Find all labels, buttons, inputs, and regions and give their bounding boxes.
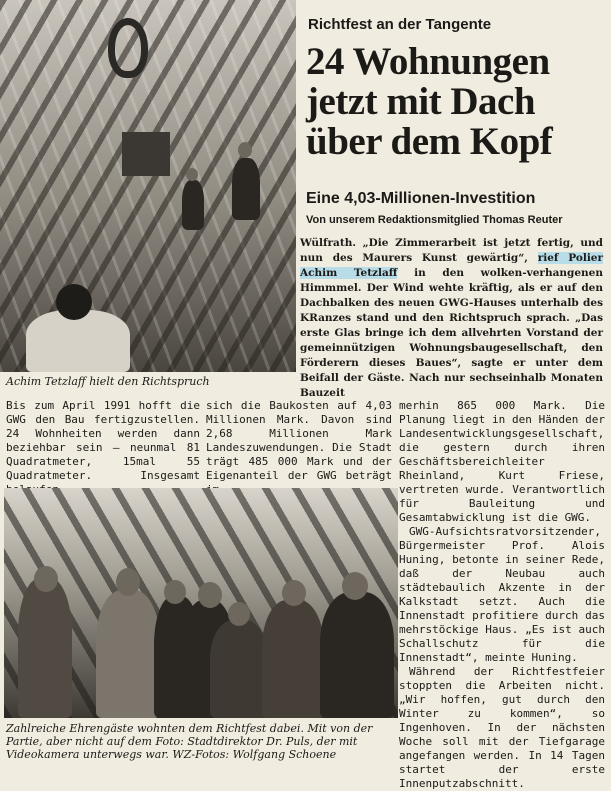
column-1: Bis zum April 1991 hofft die GWG den Bau fertigzustellen. 24 Wohnheiten werden dann beziehbar sein — neunmal 81 Quadratmeter, 15mal 55 Quadratmeter. Insgesamt bbox=[6, 399, 200, 482]
photo-roof-framing bbox=[0, 0, 296, 372]
highlighted-quote: rief Polier Achim Tetzlaff bbox=[300, 252, 604, 279]
lead-paragraph bbox=[300, 236, 603, 401]
headline-line-2: jetzt mit Dach bbox=[306, 80, 536, 123]
person-head bbox=[228, 602, 250, 626]
column-2: sich die Baukosten auf 4,03 Millionen Mark. Davon sind 2,68 Millionen Mark Landeszuwendungen. Die Stadt trägt 485 000 Mark und der Eigenanteil der GWG beträgt bbox=[206, 399, 392, 482]
person-head bbox=[186, 168, 198, 181]
byline: Von unserem Redaktionsmitglied Thomas Reuter bbox=[306, 214, 563, 226]
person-head bbox=[56, 284, 92, 320]
headline-line-3: über dem Kopf bbox=[306, 120, 553, 163]
person-silhouette bbox=[210, 620, 268, 718]
headline-line-1: 24 Wohnungen bbox=[306, 40, 550, 83]
person-silhouette bbox=[320, 592, 394, 718]
column-3-paragraph-2: GWG-Aufsichtsratvorsitzender, Bürgermeister Prof. Alois Huning, betonte in seiner Rede, daß der Neubau auch städtebaulich Akzente in der Kalkstadt setzt. Auch die Innenstadt profitiere durch das mehrstöckige Haus. „Es ist auch Schallschutz für die Innenstadt“, meinte Huning. bbox=[399, 525, 605, 664]
person-head bbox=[282, 580, 306, 606]
column-3 bbox=[399, 399, 605, 791]
lead-text-end: in den wolken-verhangenen Himmmel. Der Wind wehte kräftig, als er auf den Dachbalken des neuen GWG-Hauses unterhalb des KRanzes stand und den Richtspruch sprach. „Das erste Glas bringe ich dem allvehrten Vorstand der gemeinnützigen Wohnungsbaugesellschaft, den Förderern dieses Baues“, sagte er unter dem Beifall der Gäste. Nach nur sechseinhalb Monaten Bauzeit bbox=[300, 267, 603, 399]
person-silhouette bbox=[262, 600, 324, 718]
caption-top: Achim Tetzlaff hielt den Richtspruch bbox=[6, 375, 210, 388]
chimney-image bbox=[122, 132, 170, 176]
column-3-paragraph-1: merhin 865 000 Mark. Die Planung liegt in den Händen der Landesentwicklungsgesellschaft, die gestern durch ihren Geschäftsbereichleiter Rheinland, Kurt Friese, vertreten wurde. Verantwortlich für Bauleitung und Gesamtabwicklung ist die GWG. bbox=[399, 399, 605, 524]
kicker: Richtfest an der Tangente bbox=[308, 16, 492, 33]
person-silhouette bbox=[182, 180, 204, 230]
person-head bbox=[238, 142, 252, 158]
person-head bbox=[116, 568, 140, 596]
person-head bbox=[34, 566, 58, 592]
person-silhouette bbox=[18, 578, 72, 718]
headline bbox=[306, 42, 606, 162]
person-silhouette bbox=[232, 158, 260, 220]
person-head bbox=[342, 572, 368, 600]
person-head bbox=[164, 580, 186, 604]
column-3-paragraph-3: Während der Richtfestfeier stoppten die Arbeiten nicht. „Wir hoffen, gut durch den Winter zu kommen“, so Ingenhoven. In der nächsten Woche soll mit der Tiefgarage angefangen werden. In 14 Tagen startet der erste Innenputzabschnitt. bbox=[399, 665, 605, 790]
subhead: Eine 4,03-Millionen-Investition bbox=[306, 190, 536, 207]
person-head bbox=[198, 582, 222, 608]
wreath-image bbox=[108, 18, 148, 78]
caption-bottom: Zahlreiche Ehrengäste wohnten dem Richtfest dabei. Mit von der Partie, aber nicht auf dem Foto: Stadtdirektor Dr. Puls, der mit Videokamera unterwegs war. WZ-Fotos: Wolfgang Schoene bbox=[6, 722, 373, 761]
person-silhouette bbox=[96, 590, 160, 718]
photo-guests-group bbox=[4, 488, 398, 718]
lead-text-start: Wülfrath. „Die Zimmerarbeit ist jetzt fertig, und nun des Maurers Kunst gewärtig“, bbox=[300, 237, 603, 264]
